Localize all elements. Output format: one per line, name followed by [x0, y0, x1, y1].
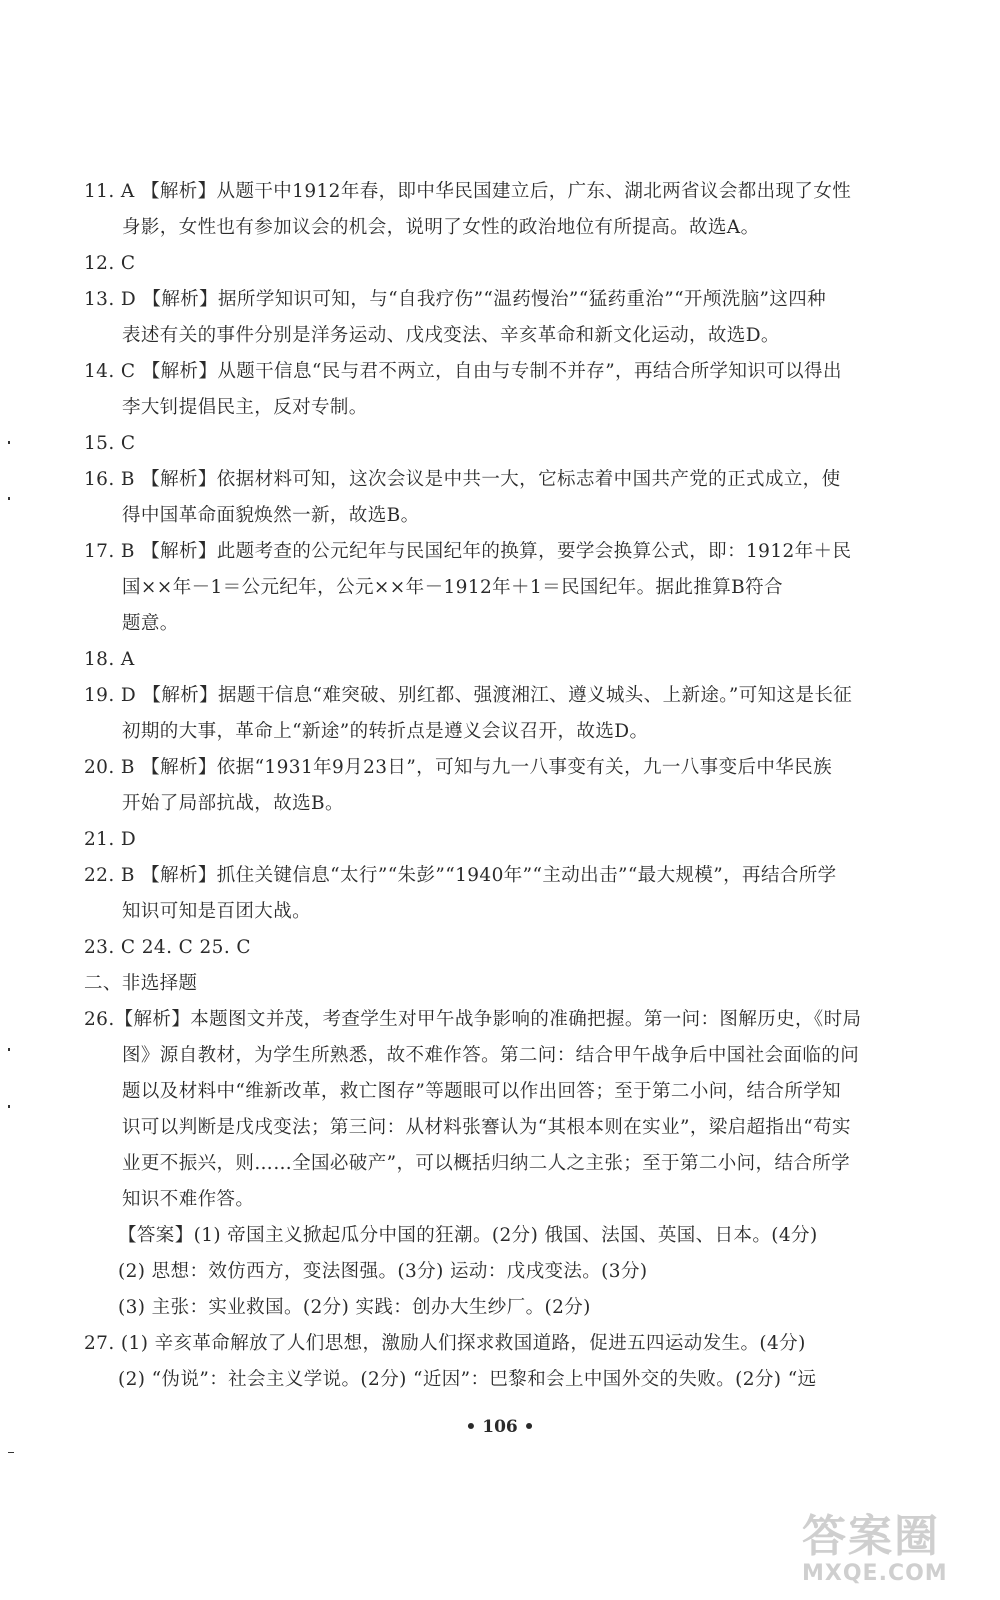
scan-mark	[8, 497, 10, 500]
text-line: 表述有关的事件分别是洋务运动、戊戌变法、辛亥革命和新文化运动，故选D。	[122, 325, 780, 346]
text-line: 知识可知是百团大战。	[122, 901, 312, 922]
watermark-site-text: MXQE.COM	[802, 1561, 948, 1586]
text-line: 17. B 【解析】此题考查的公元纪年与民国纪年的换算，要学会换算公式，即：1912年＋民	[84, 541, 852, 562]
scan-mark	[8, 1105, 10, 1108]
text-line: 23. C 24. C 25. C	[84, 937, 251, 958]
scan-mark	[8, 1048, 10, 1051]
text-line: 12. C	[84, 253, 136, 274]
text-line: 19. D 【解析】据题干信息“难突破、别红都、强渡湘江、遵义城头、上新途。”可知这是长征	[84, 685, 853, 706]
text-line: 11. A 【解析】从题干中1912年春，即中华民国建立后，广东、湖北两省议会都出现了女性	[84, 181, 852, 202]
text-line: 图》源自教材，为学生所熟悉，故不难作答。第二问：结合甲午战争后中国社会面临的问	[122, 1045, 860, 1066]
text-line: 识可以判断是戊戌变法；第三问：从材料张謇认为“其根本则在实业”，梁启超指出“苟实	[122, 1117, 851, 1138]
scan-mark	[8, 441, 10, 444]
text-line: 业更不振兴，则……全国必破产”，可以概括归纳二人之主张；至于第二小问，结合所学	[122, 1153, 851, 1174]
text-line: 知识不难作答。	[122, 1189, 255, 1210]
text-line: 身影，女性也有参加议会的机会，说明了女性的政治地位有所提高。故选A。	[122, 217, 760, 238]
watermark-logo	[802, 1512, 972, 1590]
text-line: 题以及材料中“维新改革，救亡图存”等题眼可以作出回答；至于第二小问，结合所学知	[122, 1081, 842, 1102]
text-line: 15. C	[84, 433, 136, 454]
answer-line: 【答案】(1) 帝国主义掀起瓜分中国的狂潮。(2分) 俄国、法国、英国、日本。(4分)	[118, 1225, 818, 1246]
text-line: 题意。	[122, 613, 179, 634]
scan-mark	[8, 1452, 14, 1453]
text-line: 16. B 【解析】依据材料可知，这次会议是中共一大，它标志着中国共产党的正式成立，使	[84, 469, 841, 490]
text-line: 27. (1) 辛亥革命解放了人们思想，激励人们探求救国道路，促进五四运动发生。(4分)	[84, 1333, 806, 1354]
text-line: (2) “伪说”：社会主义学说。(2分) “近因”：巴黎和会上中国外交的失败。(2分) “远	[118, 1369, 817, 1390]
text-line: 初期的大事，革命上“新途”的转折点是遵义会议召开，故选D。	[122, 721, 649, 742]
text-line: 21. D	[84, 829, 137, 850]
text-line: 得中国革命面貌焕然一新，故选B。	[122, 505, 420, 526]
section-heading: 二、非选择题	[84, 973, 198, 994]
answer-line: (3) 主张：实业救国。(2分) 实践：创办大生纱厂。(2分)	[118, 1297, 591, 1318]
text-line: 18. A	[84, 649, 135, 670]
text-line: 20. B 【解析】依据“1931年9月23日”，可知与九一八事变有关，九一八事变后中华民族	[84, 757, 832, 778]
text-line: 开始了局部抗战，故选B。	[122, 793, 344, 814]
answer-line: (2) 思想：效仿西方，变法图强。(3分) 运动：戊戌变法。(3分)	[118, 1261, 648, 1282]
text-line: 14. C 【解析】从题干信息“民与君不两立，自由与专制不并存”，再结合所学知识可以得出	[84, 361, 842, 382]
text-line: 国××年－1＝公元纪年，公元××年－1912年＋1＝民国纪年。据此推算B符合	[122, 577, 783, 598]
text-line: 13. D 【解析】据所学知识可知，与“自我疗伤”“温药慢治”“猛药重治”“开颅洗脑”这四种	[84, 289, 827, 310]
page-number: • 106 •	[465, 1417, 535, 1437]
text-line: 26.【解析】本题图文并茂，考查学生对甲午战争影响的准确把握。第一问：图解历史，《时局	[84, 1009, 862, 1030]
text-line: 22. B 【解析】抓住关键信息“太行”“朱彭”“1940年”“主动出击”“最大规模”，再结合所学	[84, 865, 837, 886]
text-line: 李大钊提倡民主，反对专制。	[122, 397, 368, 418]
watermark-main-text: 答案圈	[802, 1511, 940, 1562]
